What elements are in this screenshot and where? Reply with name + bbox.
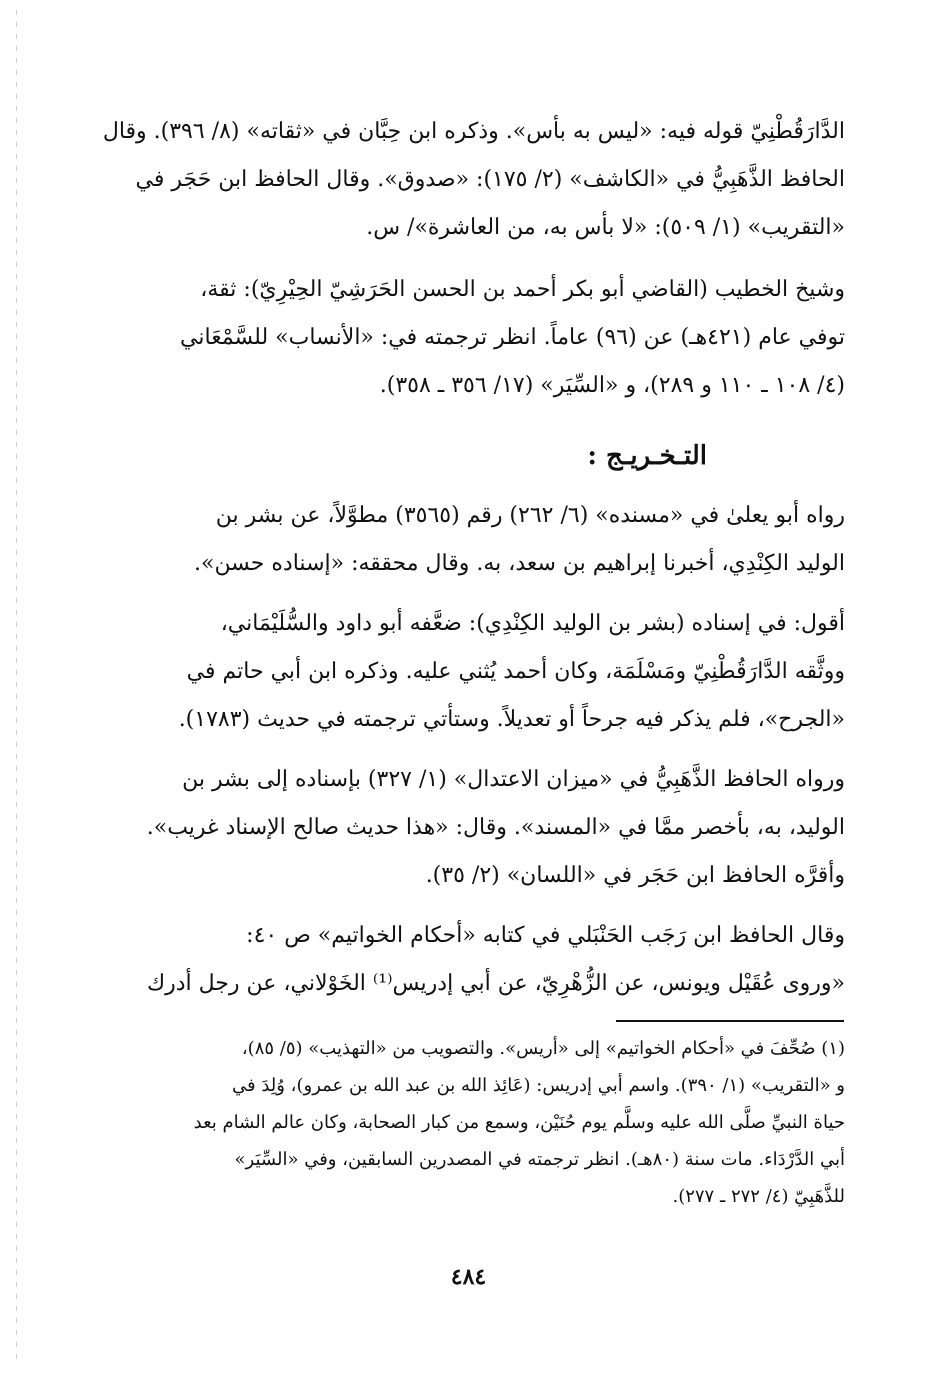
footnote-line: للذَّهَبِيّ (٤/ ٢٧٢ ـ ٢٧٧). <box>672 1186 845 1207</box>
footnote-line: أبي الدَّرْدَاء. مات سنة (٨٠هـ). انظر ترجمته في المصدرين السابقين، وفي «السِّيَر» <box>234 1149 845 1170</box>
footnote-separator <box>616 1020 844 1022</box>
paragraph-line: الوليد، به، بأخصر ممَّا في «المسند». وقال: «هذا حديث صالح الإسناد غريب». <box>146 815 845 840</box>
paragraph-2 <box>118 266 845 410</box>
paragraph-line: «الجرح»، فلم يذكر فيه جرحاً أو تعديلاً. وستأتي ترجمته في حديث (١٧٨٣). <box>178 707 845 732</box>
paragraph-line: وشيخ الخطيب (القاضي أبو بكر أحمد بن الحسن الحَرَشِيّ الحِيْرِيّ): ثقة، <box>200 277 845 302</box>
paragraph-line: وأقرَّه الحافظ ابن حَجَر في «اللسان» (٢/ ٣٥). <box>425 863 845 888</box>
paragraph-5 <box>118 756 845 900</box>
paragraph-line: (٤/ ١٠٨ ـ ١١٠ و ٢٨٩)، و «السِّيَر» (١٧/ ٣٥٦ ـ ٣٥٨). <box>379 373 845 398</box>
paragraph-line: وقال الحافظ ابن رَجَب الحَنْبَلي في كتابه «أحكام الخواتيم» ص ٤٠: <box>246 923 845 948</box>
paragraph-line: الدَّارَقُطْنِيّ قوله فيه: «ليس به بأس». وذكره ابن حِبَّان في «ثقاته» (٨/ ٣٩٦). وقال <box>102 119 845 144</box>
paragraph-line: الوليد الكِنْدِي، أخبرنا إبراهيم بن سعد، به. وقال محققه: «إسناده حسن». <box>193 551 845 576</box>
paragraph-line: ورواه الحافظ الذَّهَبِيُّ في «ميزان الاعتدال» (١/ ٣٢٧) بإسناده إلى بشر بن <box>182 767 845 792</box>
paragraph-3 <box>118 492 845 588</box>
footnote-line: حياة النبيِّ صلَّى الله عليه وسلَّم يوم حُنَيْن، وسمع من كبار الصحابة، وكان عالم الشام بعد <box>193 1112 845 1133</box>
scan-margin-line <box>16 10 17 1363</box>
footnote-line: (١) صُحِّفَ في «أحكام الخواتيم» إلى «أريس». والتصويب من «التهذيب» (٥/ ٨٥)، <box>241 1038 845 1059</box>
section-heading: التـخـريـج : <box>587 441 707 471</box>
paragraph-4 <box>118 600 845 744</box>
paragraph-line: «التقريب» (١/ ٥٠٩): «لا بأس به، من العاشرة»/ س. <box>366 215 845 240</box>
footnotes <box>118 1030 845 1215</box>
paragraph-line: ووثَّقه الدَّارَقُطْنِيّ ومَسْلَمَة، وكان أحمد يُثني عليه. وذكره ابن أبي حاتم في <box>186 659 845 684</box>
paragraph-line: توفي عام (٤٢١هـ) عن (٩٦) عاماً. انظر ترجمته في: «الأنساب» للسَّمْعَاني <box>180 325 845 350</box>
paragraph-line: رواه أبو يعلىٰ في «مسنده» (٦/ ٢٦٢) رقم (٣٥٦٥) مطوَّلاً، عن بشر بن <box>215 503 845 528</box>
paragraph-6 <box>118 912 845 1008</box>
paragraph-line: الحافظ الذَّهَبِيُّ في «الكاشف» (٢/ ١٧٥): «صدوق». وقال الحافظ ابن حَجَر في <box>135 167 845 192</box>
footnote-line: و «التقريب» (١/ ٣٩٠). واسم أبي إدريس: (عَائِذ الله بن عبد الله بن عمرو)، وُلِدَ في <box>232 1075 845 1096</box>
paragraph-1 <box>102 108 845 252</box>
paragraph-line: أقول: في إسناده (بشر بن الوليد الكِنْدِي): ضعَّفه أبو داود والسُّلَيْمَاني، <box>220 611 845 636</box>
paragraph-line: «وروى عُقَيْل ويونس، عن الزُّهْرِيّ، عن أبي إدريس⁽¹⁾ الخَوْلاني، عن رجل أدرك <box>146 971 845 996</box>
page-number: ٤٨٤ <box>450 1264 487 1290</box>
